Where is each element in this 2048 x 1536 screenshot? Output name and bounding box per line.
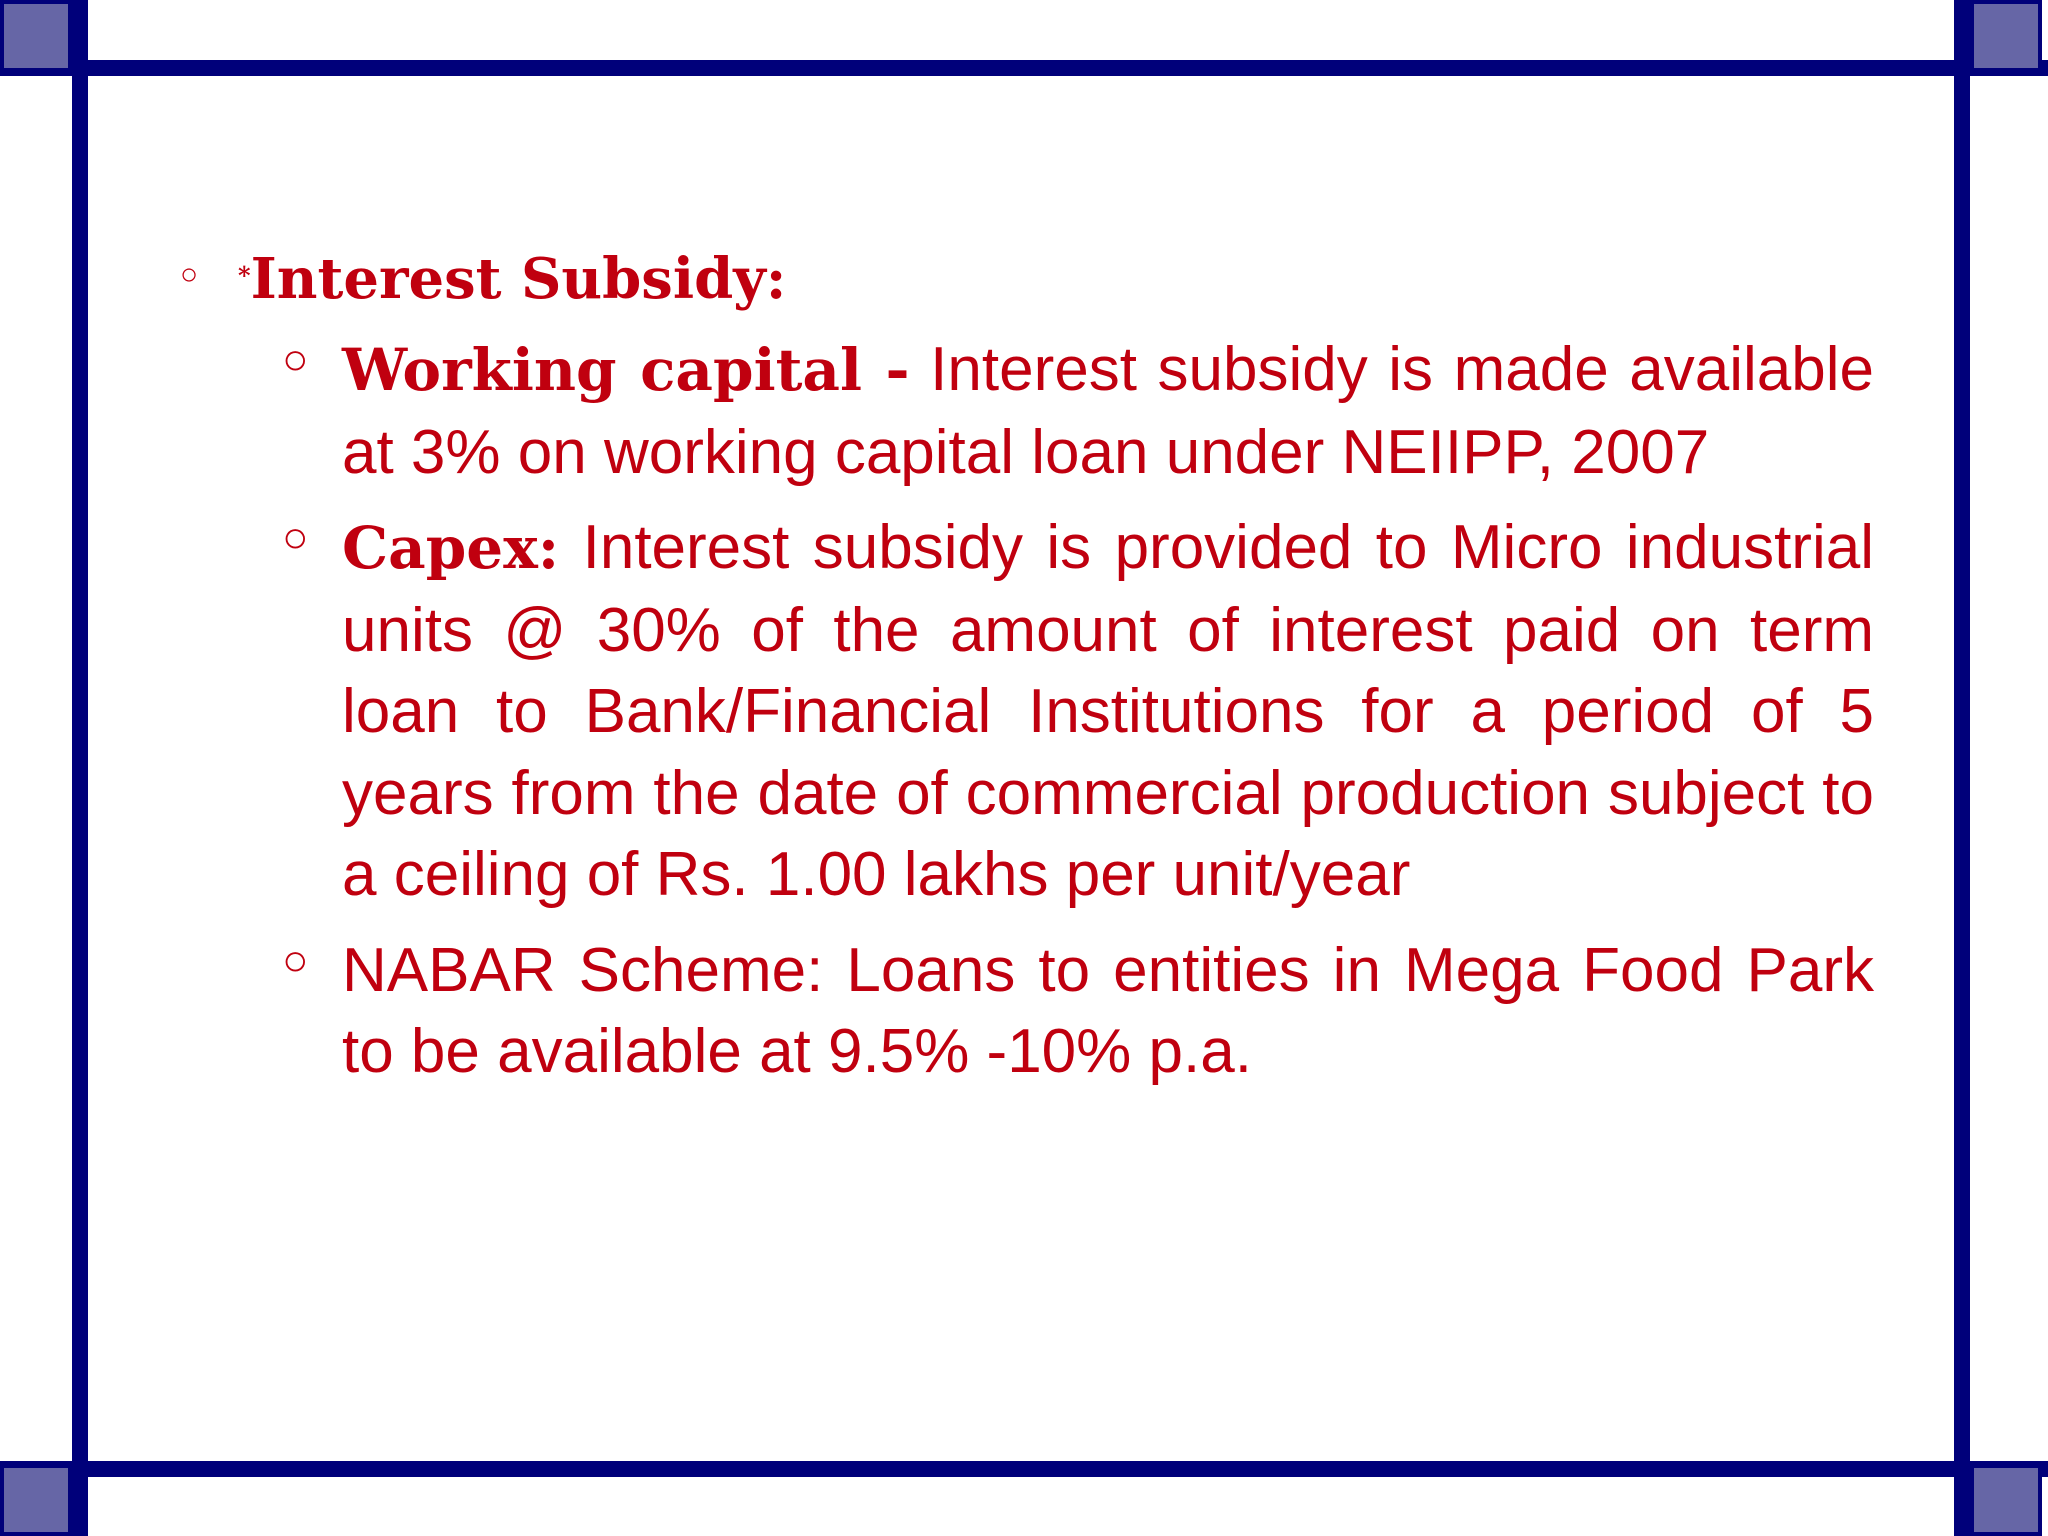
circle-bullet-icon: ○ <box>282 935 309 985</box>
star-marker: * <box>238 261 251 290</box>
list-item-nabar <box>172 930 1872 1093</box>
capex-text: Interest subsidy is provided to Micro industrial units @ 30% of the amount of interest paid on term loan to Bank/Financial Institutions for a period of 5 years from the date of commercial production subject to a ceiling of Rs. 1.00 lakhs per unit/year <box>342 513 1874 909</box>
circle-bullet-icon: ○ <box>180 258 199 291</box>
circle-bullet-icon: ○ <box>282 335 309 384</box>
capex-lead: Capex: <box>342 514 560 582</box>
heading-label: Interest Subsidy: <box>250 246 787 312</box>
corner-square-top-left <box>0 0 72 72</box>
frame-bottom-line <box>0 1461 2048 1477</box>
working-capital-text: Interest subsidy is made available at 3% on working capital loan under NEIIPP, 2007 <box>342 335 1874 487</box>
working-capital-lead: Working capital - <box>342 336 910 404</box>
frame-right-line <box>1954 0 1970 1536</box>
corner-square-bottom-left <box>0 1464 72 1536</box>
heading-item <box>172 240 1872 315</box>
capex-paragraph <box>342 507 1874 916</box>
working-capital-paragraph <box>342 329 1874 493</box>
slide-heading <box>238 246 786 312</box>
corner-square-top-right <box>1970 0 2042 72</box>
frame-top-line <box>0 60 2048 76</box>
slide-content <box>172 240 1872 1107</box>
list-item-capex <box>172 507 1872 916</box>
circle-bullet-icon: ○ <box>282 513 309 562</box>
frame-left-line <box>72 0 88 1536</box>
list-item-working-capital <box>172 329 1872 493</box>
nabar-text: NABAR Scheme: Loans to entities in Mega Food Park to be available at 9.5% -10% p.a. <box>342 935 1874 1086</box>
corner-square-bottom-right <box>1970 1464 2042 1536</box>
nabar-paragraph <box>342 930 1874 1093</box>
